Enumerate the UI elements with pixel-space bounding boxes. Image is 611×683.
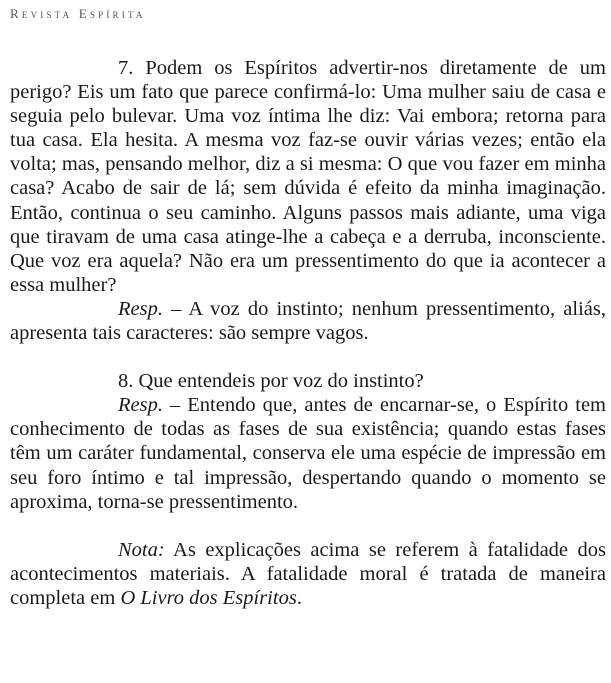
answer-8-text: – Entendo que, antes de encarnar-se, o Espírito tem conhecimento de todas as fases de sua existência; quando estas fases têm um caráter fundamental, conserva ele uma espécie de impressão em seu foro íntimo e tal impressão, despertando quando o momento se aproxima, torna-se pressentimento. <box>10 394 606 513</box>
question-8: 8. Que entendeis por voz do instinto? <box>118 370 424 393</box>
note-end: . <box>296 586 302 609</box>
body-text <box>10 56 606 610</box>
answer-8 <box>10 393 606 513</box>
answer-7 <box>10 297 606 345</box>
running-header: Revista Espírita <box>10 6 146 21</box>
resp-label: Resp. <box>118 297 163 320</box>
note-text: As explicações acima se referem à fatalidade dos acontecimentos materiais. A fatalidade moral é tratada de maneira completa em <box>10 538 606 609</box>
book-title: O Livro dos Espíritos <box>120 586 297 609</box>
nota-label: Nota: <box>118 538 165 561</box>
answer-7-text: – A voz do instinto; nenhum pressentimento, aliás, apresenta tais caracteres: são sempre vagos. <box>10 297 606 345</box>
note <box>10 538 606 610</box>
question-7: 7. Podem os Espíritos advertir-nos diretamente de um perigo? Eis um fato que parece confirmá-lo: Uma mulher saiu de casa e seguia pelo bulevar. Uma voz íntima lhe diz: Vai embora; retorna para tua casa. Ela hesita. A mesma voz faz-se ouvir várias vezes; então ela volta; mas, pensando melhor, diz a si mesma: O que vou fazer em minha casa? Acabo de sair de lá; sem dúvida é efeito da minha imaginação. Então, continua o seu caminho. Alguns passos mais adiante, uma viga que tiravam de uma casa atinge-lhe a cabeça e a derruba, inconsciente. Que voz era aquela? Não era um pressentimento do que ia acontecer a essa mulher? <box>10 57 606 296</box>
resp-label: Resp. <box>118 394 163 417</box>
